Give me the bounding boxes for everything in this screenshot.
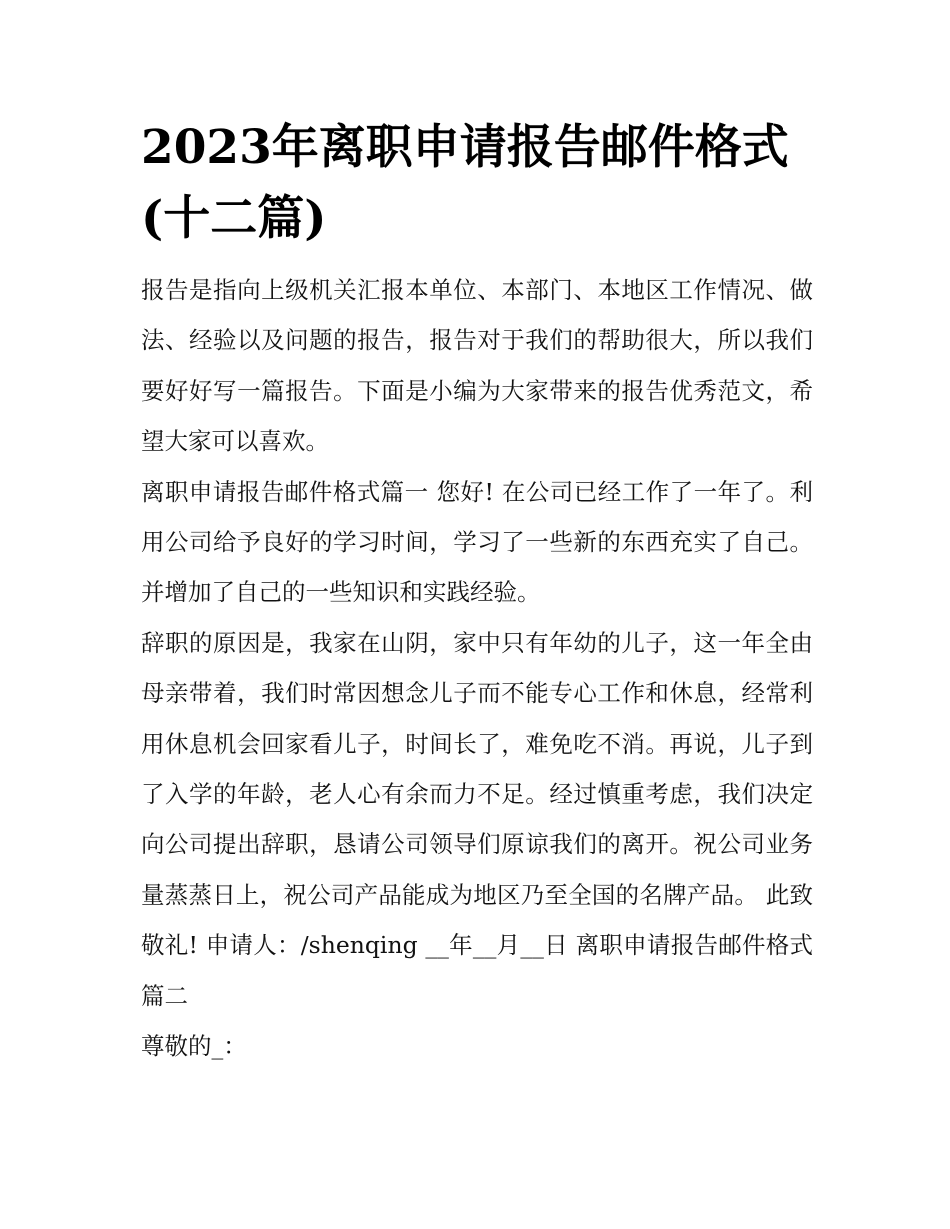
paragraph-letter-one: 离职申请报告邮件格式篇一 您好! 在公司已经工作了一年了。利用公司给予良好的学习时间，学习了一些新的东西充实了自己。并增加了自己的一些知识和实践经验。 bbox=[141, 477, 813, 607]
document-page bbox=[141, 112, 813, 1072]
paragraph-salutation: 尊敬的_： bbox=[141, 1032, 247, 1061]
document-title: 2023年离职申请报告邮件格式(十二篇) bbox=[141, 120, 789, 246]
paragraph-intro: 报告是指向上级机关汇报本单位、本部门、本地区工作情况、做法、经验以及问题的报告，报告对于我们的帮助很大，所以我们要好好写一篇报告。下面是小编为大家带来的报告优秀范文，希望大家可以喜欢。 bbox=[141, 276, 813, 456]
document-body bbox=[141, 265, 813, 1072]
paragraph-resignation-reason: 辞职的原因是，我家在山阴，家中只有年幼的儿子，这一年全由母亲带着，我们时常因想念儿子而不能专心工作和休息，经常利用休息机会回家看儿子，时间长了，难免吃不消。再说，儿子到了入学的年龄，老人心有余而力不足。经过慎重考虑，我们决定向公司提出辞职，恳请公司领导们原谅我们的离开。祝公司业务量蒸蒸日上，祝公司产品能成为地区乃至全国的名牌产品。 此致 敬礼! 申请人：/shenqing __年__月__日 离职申请报告邮件格式篇二 bbox=[141, 628, 813, 1010]
